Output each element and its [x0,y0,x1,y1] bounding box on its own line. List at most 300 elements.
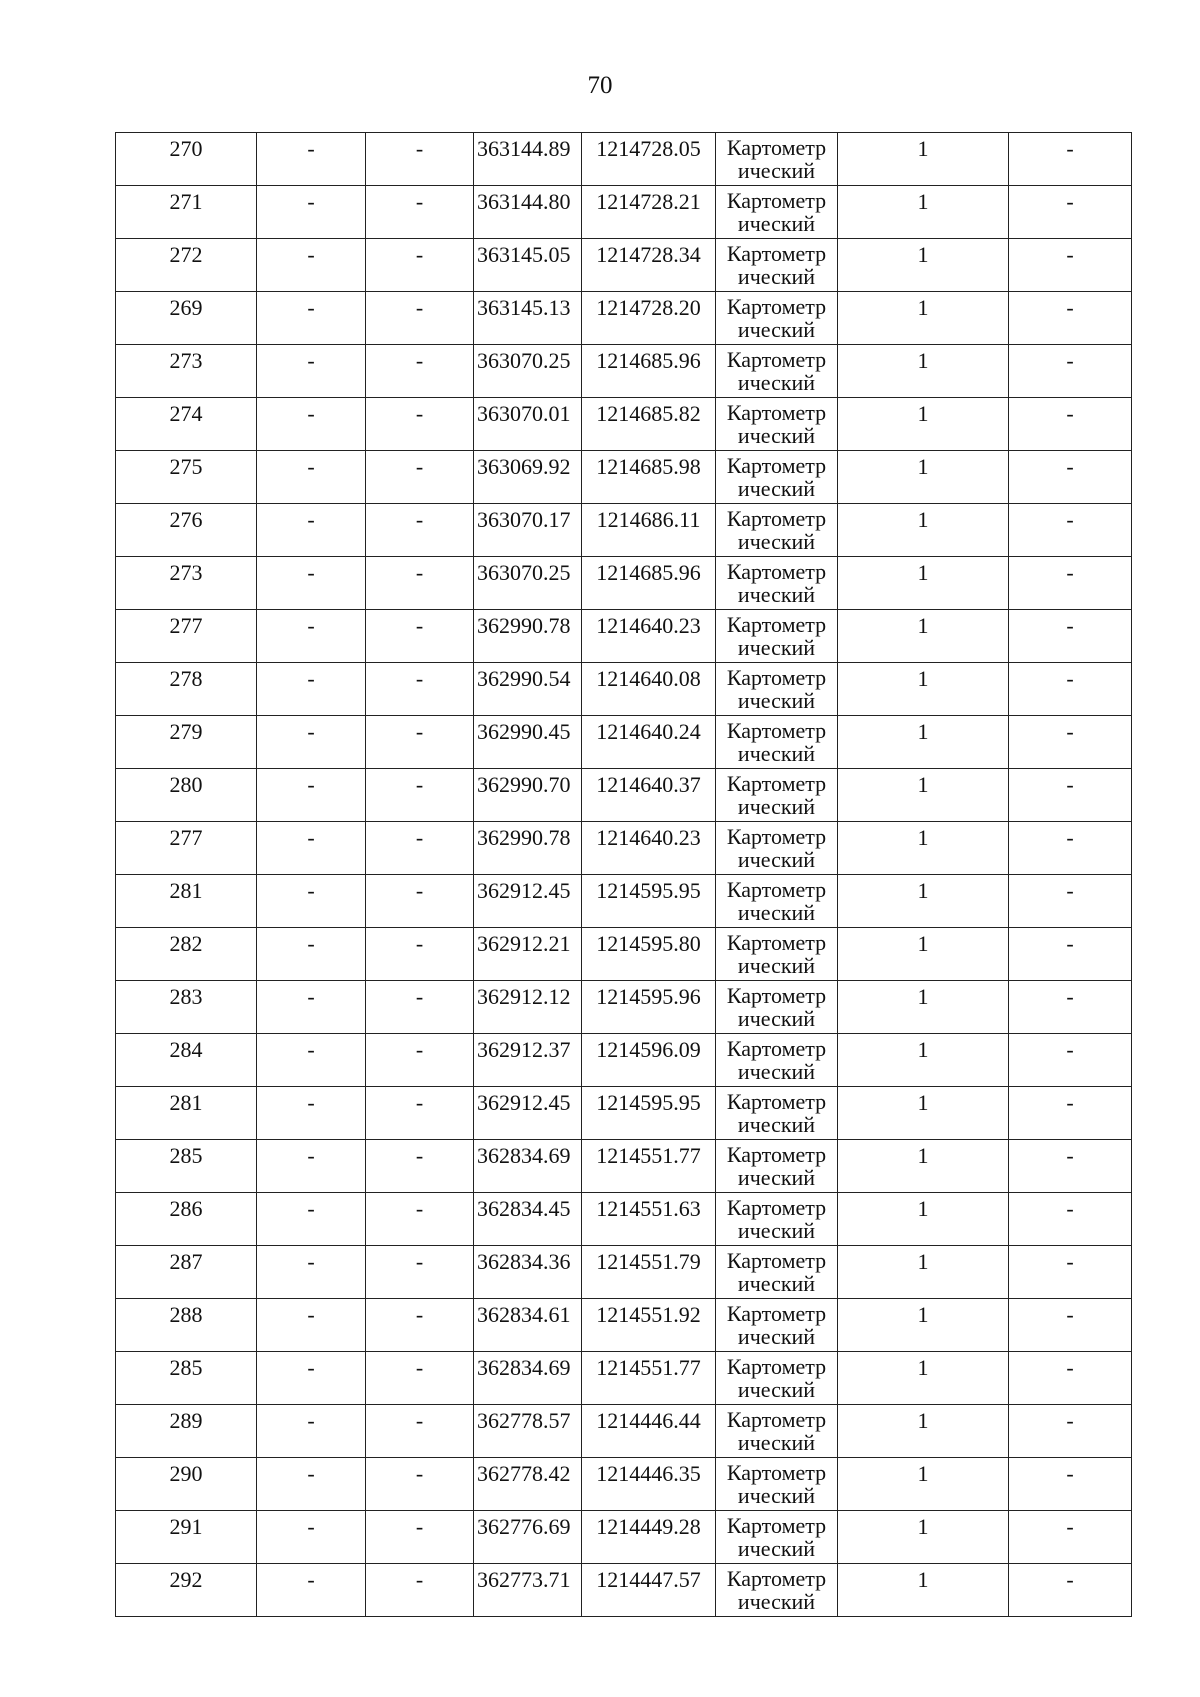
empty-dash-cell: - [366,1458,474,1511]
method-text-line-2: ический [737,476,816,501]
method-text-line-2: ический [737,1218,816,1243]
method-text-line-1: Картометр [726,559,827,584]
method-text-line-2: ический [737,1059,816,1084]
point-number-cell: 271 [116,186,257,239]
empty-dash-cell: - [366,1564,474,1617]
method-cell [716,292,838,345]
method-cell [716,716,838,769]
method-text-line-2: ический [737,211,816,236]
empty-dash-cell: - [366,822,474,875]
y-coordinate-cell: 1214595.80 [582,928,716,981]
y-coordinate-cell: 1214446.35 [582,1458,716,1511]
accuracy-cell: 1 [838,451,1009,504]
table-row [116,398,1132,451]
method-text-line-1: Картометр [726,1513,827,1538]
method-text-line-1: Картометр [726,135,827,160]
point-number-cell: 279 [116,716,257,769]
table-body [116,133,1132,1617]
empty-dash-cell: - [1009,186,1132,239]
accuracy-cell: 1 [838,1246,1009,1299]
method-text-line-1: Картометр [726,347,827,372]
y-coordinate-cell: 1214446.44 [582,1405,716,1458]
empty-dash-cell: - [366,1511,474,1564]
method-text-line-2: ический [737,1483,816,1508]
empty-dash-cell: - [366,1193,474,1246]
page-number: 70 [587,72,613,99]
empty-dash-cell: - [366,928,474,981]
x-coordinate-cell: 363145.05 [474,239,582,292]
point-number-cell: 280 [116,769,257,822]
method-text-line-1: Картометр [726,983,827,1008]
point-number-cell: 269 [116,292,257,345]
empty-dash-cell: - [366,1299,474,1352]
empty-dash-cell: - [257,292,366,345]
method-text-line-2: ический [737,688,816,713]
y-coordinate-cell: 1214551.63 [582,1193,716,1246]
empty-dash-cell: - [1009,1405,1132,1458]
x-coordinate-cell: 362990.54 [474,663,582,716]
point-number-cell: 285 [116,1140,257,1193]
empty-dash-cell: - [1009,663,1132,716]
method-cell [716,1458,838,1511]
empty-dash-cell: - [1009,1246,1132,1299]
method-text-line-2: ический [737,1112,816,1137]
empty-dash-cell: - [1009,875,1132,928]
table-row [116,1405,1132,1458]
x-coordinate-cell: 363070.01 [474,398,582,451]
y-coordinate-cell: 1214551.77 [582,1352,716,1405]
method-text-line-2: ический [737,1536,816,1561]
accuracy-cell: 1 [838,1511,1009,1564]
accuracy-cell: 1 [838,1458,1009,1511]
point-number-cell: 287 [116,1246,257,1299]
empty-dash-cell: - [1009,716,1132,769]
point-number-cell: 289 [116,1405,257,1458]
method-text-line-1: Картометр [726,1566,827,1591]
x-coordinate-cell: 362834.69 [474,1352,582,1405]
method-cell [716,1193,838,1246]
method-cell [716,239,838,292]
table-row [116,345,1132,398]
x-coordinate-cell: 363144.80 [474,186,582,239]
point-number-cell: 276 [116,504,257,557]
empty-dash-cell: - [257,345,366,398]
empty-dash-cell: - [257,451,366,504]
method-text-line-1: Картометр [726,718,827,743]
method-text-line-2: ический [737,847,816,872]
x-coordinate-cell: 363069.92 [474,451,582,504]
method-text-line-2: ический [737,529,816,554]
y-coordinate-cell: 1214640.08 [582,663,716,716]
x-coordinate-cell: 362912.12 [474,981,582,1034]
empty-dash-cell: - [366,292,474,345]
x-coordinate-cell: 363070.17 [474,504,582,557]
x-coordinate-cell: 362834.45 [474,1193,582,1246]
y-coordinate-cell: 1214640.23 [582,822,716,875]
y-coordinate-cell: 1214551.79 [582,1246,716,1299]
empty-dash-cell: - [1009,1034,1132,1087]
y-coordinate-cell: 1214640.23 [582,610,716,663]
empty-dash-cell: - [366,716,474,769]
empty-dash-cell: - [1009,398,1132,451]
y-coordinate-cell: 1214595.95 [582,1087,716,1140]
table-row [116,928,1132,981]
empty-dash-cell: - [1009,769,1132,822]
method-text-line-1: Картометр [726,506,827,531]
empty-dash-cell: - [1009,981,1132,1034]
point-number-cell: 285 [116,1352,257,1405]
accuracy-cell: 1 [838,345,1009,398]
method-text-line-1: Картометр [726,877,827,902]
method-cell [716,1246,838,1299]
empty-dash-cell: - [1009,1140,1132,1193]
empty-dash-cell: - [257,1193,366,1246]
x-coordinate-cell: 362778.42 [474,1458,582,1511]
y-coordinate-cell: 1214596.09 [582,1034,716,1087]
y-coordinate-cell: 1214685.82 [582,398,716,451]
empty-dash-cell: - [257,1511,366,1564]
method-text-line-1: Картометр [726,294,827,319]
empty-dash-cell: - [1009,822,1132,875]
method-text-line-1: Картометр [726,1248,827,1273]
x-coordinate-cell: 362834.69 [474,1140,582,1193]
empty-dash-cell: - [257,239,366,292]
table-row [116,716,1132,769]
empty-dash-cell: - [257,504,366,557]
y-coordinate-cell: 1214551.77 [582,1140,716,1193]
method-text-line-2: ический [737,1165,816,1190]
method-text-line-1: Картометр [726,930,827,955]
empty-dash-cell: - [257,1034,366,1087]
method-text-line-2: ический [737,1271,816,1296]
method-text-line-2: ический [737,1324,816,1349]
x-coordinate-cell: 362834.61 [474,1299,582,1352]
y-coordinate-cell: 1214728.20 [582,292,716,345]
empty-dash-cell: - [1009,1511,1132,1564]
accuracy-cell: 1 [838,239,1009,292]
empty-dash-cell: - [1009,1193,1132,1246]
method-text-line-2: ический [737,1589,816,1614]
empty-dash-cell: - [257,398,366,451]
accuracy-cell: 1 [838,504,1009,557]
point-number-cell: 292 [116,1564,257,1617]
accuracy-cell: 1 [838,1140,1009,1193]
method-text-line-2: ический [737,582,816,607]
accuracy-cell: 1 [838,186,1009,239]
empty-dash-cell: - [1009,239,1132,292]
point-number-cell: 278 [116,663,257,716]
point-number-cell: 277 [116,610,257,663]
y-coordinate-cell: 1214686.11 [582,504,716,557]
empty-dash-cell: - [257,557,366,610]
empty-dash-cell: - [257,1405,366,1458]
accuracy-cell: 1 [838,1299,1009,1352]
accuracy-cell: 1 [838,1193,1009,1246]
table-row [116,1511,1132,1564]
empty-dash-cell: - [366,1352,474,1405]
table-row [116,1458,1132,1511]
table-row [116,822,1132,875]
point-number-cell: 275 [116,451,257,504]
empty-dash-cell: - [366,345,474,398]
y-coordinate-cell: 1214728.34 [582,239,716,292]
point-number-cell: 270 [116,133,257,186]
method-cell [716,1299,838,1352]
y-coordinate-cell: 1214449.28 [582,1511,716,1564]
empty-dash-cell: - [257,133,366,186]
empty-dash-cell: - [1009,557,1132,610]
empty-dash-cell: - [366,663,474,716]
table-row [116,1299,1132,1352]
table-row [116,133,1132,186]
method-cell [716,398,838,451]
method-text-line-1: Картометр [726,665,827,690]
accuracy-cell: 1 [838,769,1009,822]
empty-dash-cell: - [257,186,366,239]
accuracy-cell: 1 [838,822,1009,875]
empty-dash-cell: - [257,610,366,663]
empty-dash-cell: - [1009,1564,1132,1617]
y-coordinate-cell: 1214728.05 [582,133,716,186]
point-number-cell: 281 [116,875,257,928]
point-number-cell: 273 [116,345,257,398]
method-cell [716,1352,838,1405]
method-text-line-1: Картометр [726,824,827,849]
table-row [116,239,1132,292]
x-coordinate-cell: 362990.78 [474,610,582,663]
method-text-line-1: Картометр [726,612,827,637]
empty-dash-cell: - [366,1087,474,1140]
x-coordinate-cell: 363145.13 [474,292,582,345]
table-row [116,186,1132,239]
table-row [116,663,1132,716]
accuracy-cell: 1 [838,716,1009,769]
method-text-line-2: ический [737,1377,816,1402]
method-cell [716,451,838,504]
empty-dash-cell: - [1009,292,1132,345]
table-row [116,1193,1132,1246]
accuracy-cell: 1 [838,1352,1009,1405]
method-text-line-1: Картометр [726,400,827,425]
table-row [116,875,1132,928]
method-text-line-2: ический [737,1430,816,1455]
empty-dash-cell: - [366,1140,474,1193]
method-text-line-2: ический [737,158,816,183]
point-number-cell: 277 [116,822,257,875]
point-number-cell: 291 [116,1511,257,1564]
empty-dash-cell: - [366,239,474,292]
x-coordinate-cell: 362912.21 [474,928,582,981]
empty-dash-cell: - [366,875,474,928]
point-number-cell: 286 [116,1193,257,1246]
table-row [116,504,1132,557]
method-cell [716,186,838,239]
empty-dash-cell: - [366,981,474,1034]
x-coordinate-cell: 363144.89 [474,133,582,186]
method-cell [716,345,838,398]
empty-dash-cell: - [366,557,474,610]
x-coordinate-cell: 362912.45 [474,1087,582,1140]
empty-dash-cell: - [366,769,474,822]
method-cell [716,1405,838,1458]
accuracy-cell: 1 [838,292,1009,345]
point-number-cell: 283 [116,981,257,1034]
method-cell [716,663,838,716]
method-text-line-2: ический [737,370,816,395]
accuracy-cell: 1 [838,875,1009,928]
empty-dash-cell: - [257,875,366,928]
x-coordinate-cell: 362912.37 [474,1034,582,1087]
table-row [116,292,1132,345]
empty-dash-cell: - [257,1352,366,1405]
empty-dash-cell: - [1009,451,1132,504]
empty-dash-cell: - [366,504,474,557]
accuracy-cell: 1 [838,133,1009,186]
table-row [116,610,1132,663]
table-row [116,1034,1132,1087]
empty-dash-cell: - [1009,1087,1132,1140]
method-text-line-2: ический [737,423,816,448]
empty-dash-cell: - [1009,1458,1132,1511]
y-coordinate-cell: 1214595.95 [582,875,716,928]
point-number-cell: 290 [116,1458,257,1511]
x-coordinate-cell: 362773.71 [474,1564,582,1617]
accuracy-cell: 1 [838,1405,1009,1458]
method-text-line-1: Картометр [726,453,827,478]
empty-dash-cell: - [366,451,474,504]
y-coordinate-cell: 1214640.37 [582,769,716,822]
y-coordinate-cell: 1214640.24 [582,716,716,769]
empty-dash-cell: - [366,398,474,451]
method-text-line-2: ический [737,953,816,978]
empty-dash-cell: - [1009,610,1132,663]
empty-dash-cell: - [257,822,366,875]
x-coordinate-cell: 362990.70 [474,769,582,822]
x-coordinate-cell: 363070.25 [474,557,582,610]
table-row [116,557,1132,610]
method-cell [716,1087,838,1140]
method-text-line-1: Картометр [726,1354,827,1379]
table-row [116,1352,1132,1405]
empty-dash-cell: - [1009,133,1132,186]
accuracy-cell: 1 [838,557,1009,610]
y-coordinate-cell: 1214685.96 [582,345,716,398]
empty-dash-cell: - [257,981,366,1034]
method-cell [716,1564,838,1617]
point-number-cell: 288 [116,1299,257,1352]
method-cell [716,875,838,928]
table-row [116,451,1132,504]
empty-dash-cell: - [257,716,366,769]
method-text-line-1: Картометр [726,771,827,796]
empty-dash-cell: - [257,1140,366,1193]
method-cell [716,981,838,1034]
method-text-line-2: ический [737,1006,816,1031]
point-number-cell: 282 [116,928,257,981]
empty-dash-cell: - [257,1246,366,1299]
point-number-cell: 281 [116,1087,257,1140]
accuracy-cell: 1 [838,1087,1009,1140]
method-cell [716,133,838,186]
x-coordinate-cell: 362990.45 [474,716,582,769]
method-cell [716,822,838,875]
x-coordinate-cell: 362834.36 [474,1246,582,1299]
accuracy-cell: 1 [838,1564,1009,1617]
table-row [116,1087,1132,1140]
method-cell [716,928,838,981]
method-text-line-1: Картометр [726,241,827,266]
accuracy-cell: 1 [838,1034,1009,1087]
x-coordinate-cell: 362778.57 [474,1405,582,1458]
empty-dash-cell: - [366,610,474,663]
empty-dash-cell: - [257,769,366,822]
empty-dash-cell: - [366,133,474,186]
accuracy-cell: 1 [838,610,1009,663]
table-row [116,1564,1132,1617]
accuracy-cell: 1 [838,981,1009,1034]
empty-dash-cell: - [257,928,366,981]
empty-dash-cell: - [366,1405,474,1458]
accuracy-cell: 1 [838,928,1009,981]
table-row [116,1246,1132,1299]
method-text-line-2: ический [737,317,816,342]
method-text-line-1: Картометр [726,1301,827,1326]
x-coordinate-cell: 362912.45 [474,875,582,928]
point-number-cell: 274 [116,398,257,451]
method-cell [716,769,838,822]
x-coordinate-cell: 362990.78 [474,822,582,875]
empty-dash-cell: - [1009,1299,1132,1352]
empty-dash-cell: - [1009,928,1132,981]
method-text-line-1: Картометр [726,1195,827,1220]
x-coordinate-cell: 363070.25 [474,345,582,398]
y-coordinate-cell: 1214685.98 [582,451,716,504]
empty-dash-cell: - [1009,504,1132,557]
method-cell [716,557,838,610]
accuracy-cell: 1 [838,663,1009,716]
y-coordinate-cell: 1214685.96 [582,557,716,610]
empty-dash-cell: - [257,1564,366,1617]
empty-dash-cell: - [257,663,366,716]
empty-dash-cell: - [257,1087,366,1140]
empty-dash-cell: - [257,1458,366,1511]
empty-dash-cell: - [366,1034,474,1087]
table-row [116,1140,1132,1193]
table-row [116,981,1132,1034]
method-text-line-2: ический [737,264,816,289]
method-cell [716,1034,838,1087]
method-text-line-1: Картометр [726,1460,827,1485]
empty-dash-cell: - [366,1246,474,1299]
coordinates-table [115,132,1132,1617]
method-text-line-1: Картометр [726,1036,827,1061]
x-coordinate-cell: 362776.69 [474,1511,582,1564]
accuracy-cell: 1 [838,398,1009,451]
y-coordinate-cell: 1214551.92 [582,1299,716,1352]
method-text-line-2: ический [737,635,816,660]
method-cell [716,1140,838,1193]
point-number-cell: 272 [116,239,257,292]
method-cell [716,1511,838,1564]
point-number-cell: 273 [116,557,257,610]
table-row [116,769,1132,822]
method-text-line-1: Картометр [726,1142,827,1167]
method-text-line-2: ический [737,794,816,819]
empty-dash-cell: - [366,186,474,239]
method-text-line-1: Картометр [726,188,827,213]
method-cell [716,504,838,557]
method-text-line-1: Картометр [726,1089,827,1114]
